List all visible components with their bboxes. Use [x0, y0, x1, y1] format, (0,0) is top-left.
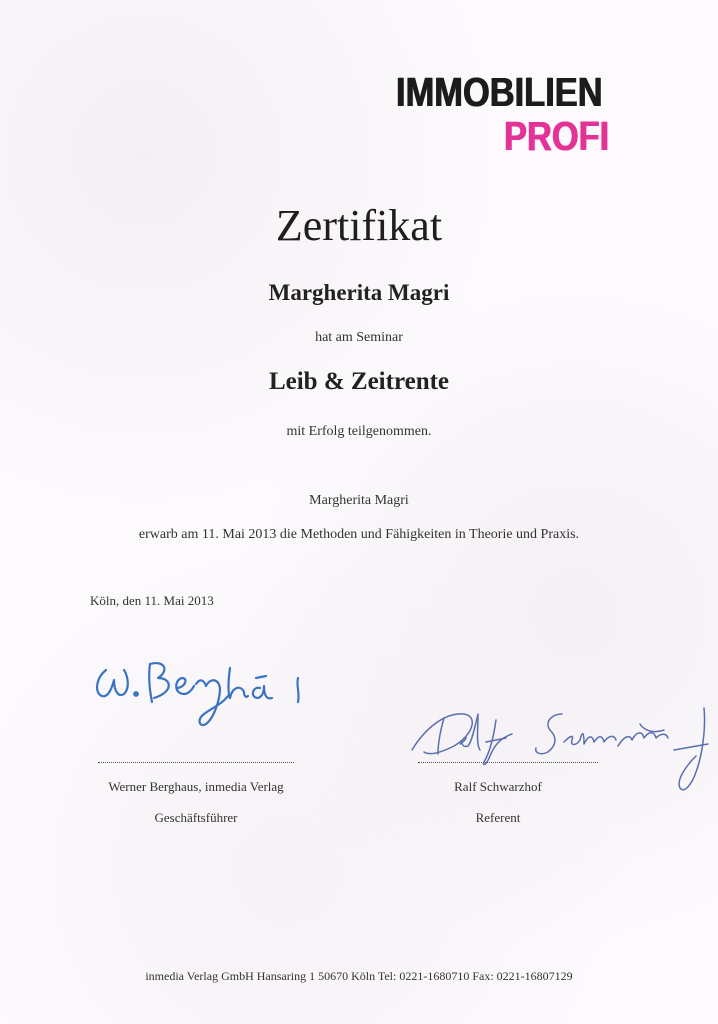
signatory-right-role: Referent	[475, 810, 521, 825]
footer-address: inmedia Verlag GmbH Hansaring 1 50670 Köln Tel: 0221-1680710 Fax: 0221-16807129	[145, 969, 573, 983]
logo-line-immobilien: IMMOBILIEN	[396, 69, 603, 115]
acquired-skills-text: erwarb am 11. Mai 2013 die Methoden und Fähigkeiten in Theorie und Praxis.	[138, 527, 580, 542]
immobilien-profi-logo	[396, 69, 656, 159]
recipient-name: Margherita Magri	[268, 280, 450, 305]
signature-line-right	[418, 762, 598, 763]
signatory-left-role: Geschäftsführer	[154, 810, 238, 825]
signatory-right-name: Ralf Schwarzhof	[454, 779, 542, 794]
certificate-title: Zertifikat	[275, 201, 443, 250]
logo-line-profi: PROFI	[504, 113, 610, 159]
signature-werner-berghaus-image	[88, 648, 318, 738]
seminar-intro-text: hat am Seminar	[315, 330, 403, 345]
place-and-date: Köln, den 11. Mai 2013	[90, 593, 214, 608]
seminar-name: Leib & Zeitrente	[268, 368, 450, 395]
signatory-left-name: Werner Berghaus, inmedia Verlag	[108, 779, 284, 794]
signature-line-left	[98, 762, 294, 763]
recipient-name-repeat: Margherita Magri	[309, 493, 409, 508]
completion-text: mit Erfolg teilgenommen.	[286, 424, 432, 439]
